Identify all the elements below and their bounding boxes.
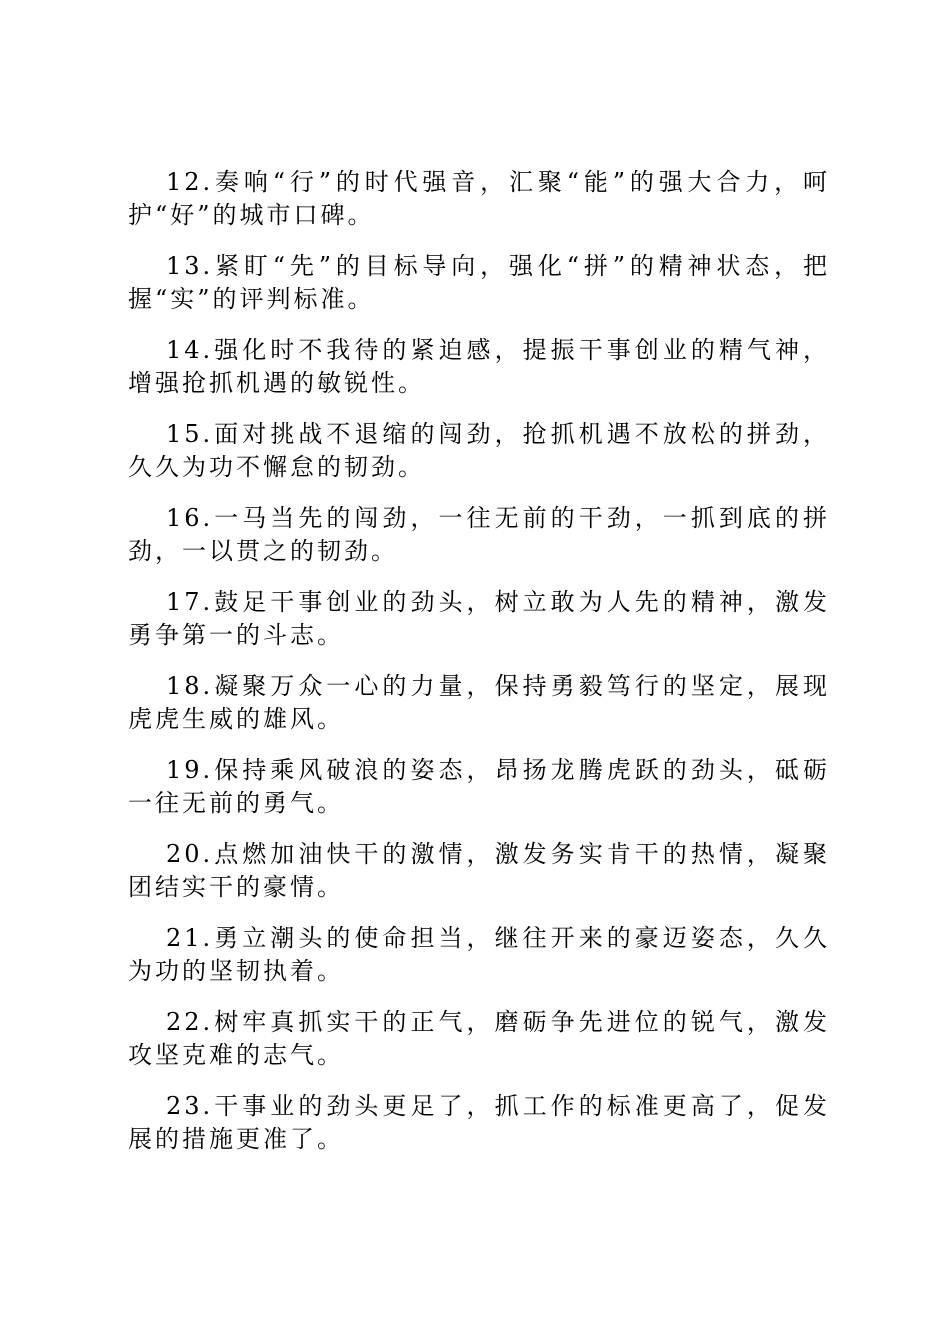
- paragraph-19: 19.保持乘风破浪的姿态，昂扬龙腾虎跃的劲头，砥砺一往无前的勇气。: [128, 756, 830, 817]
- paragraph-18: 18.凝聚万众一心的力量，保持勇毅笃行的坚定，展现虎虎生威的雄风。: [128, 672, 830, 733]
- paragraph-16: 16.一马当先的闯劲，一往无前的干劲，一抓到底的拼劲，一以贯之的韧劲。: [128, 504, 830, 565]
- paragraph-17: 17.鼓足干事创业的劲头，树立敢为人先的精神，激发勇争第一的斗志。: [128, 588, 830, 649]
- paragraph-21: 21.勇立潮头的使命担当，继往开来的豪迈姿态，久久为功的坚韧执着。: [128, 924, 830, 985]
- paragraph-20: 20.点燃加油快干的激情，激发务实肯干的热情，凝聚团结实干的豪情。: [128, 840, 830, 901]
- document-body: [128, 166, 830, 1174]
- paragraph-23: 23.干事业的劲头更足了，抓工作的标准更高了，促发展的措施更准了。: [128, 1092, 830, 1153]
- paragraph-13: 13.紧盯“先”的目标导向，强化“拼”的精神状态，把握“实”的评判标准。: [128, 252, 830, 313]
- paragraph-15: 15.面对挑战不退缩的闯劲，抢抓机遇不放松的拼劲，久久为功不懈怠的韧劲。: [128, 420, 830, 481]
- paragraph-14: 14.强化时不我待的紧迫感，提振干事创业的精气神，增强抢抓机遇的敏锐性。: [128, 336, 830, 397]
- paragraph-12: 12.奏响“行”的时代强音，汇聚“能”的强大合力，呵护“好”的城市口碑。: [128, 168, 830, 229]
- paragraph-22: 22.树牢真抓实干的正气，磨砺争先进位的锐气，激发攻坚克难的志气。: [128, 1008, 830, 1069]
